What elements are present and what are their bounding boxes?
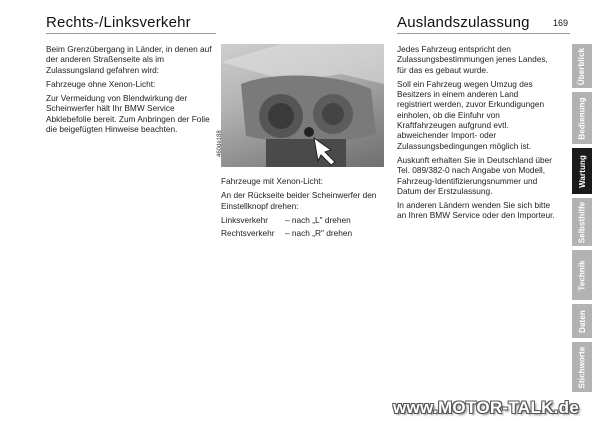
page-number: 169 — [553, 18, 569, 28]
row-label: Rechtsverkehr — [221, 228, 275, 239]
middle-column — [221, 176, 383, 238]
paragraph: Fahrzeuge ohne Xenon-Licht: — [46, 78, 156, 89]
left-column — [46, 44, 216, 138]
photo-caption: Fahrzeuge mit Xenon-Licht: — [221, 176, 323, 186]
paragraph: Soll ein Fahrzeug wegen Umzug des Besitzers in einem anderen Land registriert werden, zuvor Erkundigungen einholen, ob die Einfuhr von Kraftfahrzeugen aufgrund evtl. abweichender Import- oder Zulassungsbedingungen möglich ist. — [397, 78, 545, 151]
row-value: – nach „R" drehen — [285, 228, 353, 239]
tab-wartung[interactable]: Wartung — [572, 148, 592, 194]
paragraph: In anderen Ländern wenden Sie sich bitte an Ihren BMW Service oder den Importeur. — [397, 200, 555, 221]
instruction: An der Rückseite beider Scheinwerfer den Einstellknopf drehen: — [221, 190, 377, 211]
tab-daten[interactable]: Daten — [572, 304, 592, 338]
tab-selbsthilfe[interactable]: Selbsthilfe — [572, 198, 592, 246]
headlight-illustration — [221, 44, 384, 167]
photo-code: 460de188 — [217, 130, 223, 157]
direction-row-left — [221, 215, 383, 225]
title-rule-right — [397, 33, 570, 34]
section-title-registration: Auslandszulassung — [397, 14, 530, 31]
direction-row-right — [221, 228, 383, 238]
tab-stichworte[interactable]: Stichworte — [572, 342, 592, 392]
paragraph: Jedes Fahrzeug entspricht den Zulassungsbestimmungen jenes Landes, für das es gebaut wurde. — [397, 44, 548, 75]
right-column — [397, 44, 555, 225]
watermark: www.MOTOR-TALK.de — [393, 398, 580, 417]
row-value: – nach „L" drehen — [285, 214, 351, 225]
headlight-photo — [217, 44, 384, 167]
paragraph: Zur Vermeidung von Blendwirkung der Scheinwerfer hält Ihr BMW Service Abklebefolie bereit. Zum Anbringen der Folie die beigefügten Hinweise beachten. — [46, 93, 210, 135]
title-rule-left — [46, 33, 216, 34]
tab-technik[interactable]: Technik — [572, 250, 592, 300]
tab-ueberblick[interactable]: Überblick — [572, 44, 592, 88]
paragraph: Auskunft erhalten Sie in Deutschland über Tel. 089/382-0 nach Angabe von Modell, Fahrzeug-Identifizierungsnummer und Datum der Erstzulassung. — [397, 154, 552, 196]
row-label: Linksverkehr — [221, 214, 269, 225]
paragraph: Beim Grenzübergang in Länder, in denen auf der anderen Straßenseite als im Zulassungsland gefahren wird: — [46, 44, 212, 75]
tab-bedienung[interactable]: Bedienung — [572, 92, 592, 144]
section-title-traffic: Rechts-/Linksverkehr — [46, 14, 191, 31]
chapter-tabs — [572, 44, 592, 392]
